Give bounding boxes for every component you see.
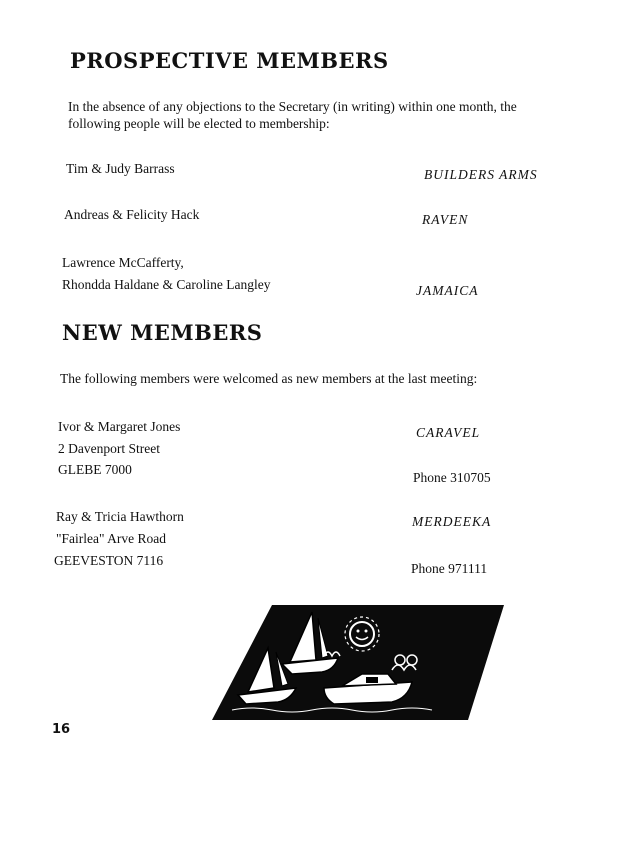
prospective-intro-line1: In the absence of any objections to the Secretary (in writing) within one month, the: [68, 99, 517, 114]
prospective-names: Tim & Judy Barrass: [66, 161, 175, 176]
member-name: Ray & Tricia Hawthorn: [56, 509, 184, 524]
boat-name: MERDEEKA: [412, 514, 492, 529]
boat-name: RAVEN: [422, 212, 469, 227]
boat-name: BUILDERS ARMS: [424, 167, 538, 182]
prospective-heading: PROSPECTIVE MEMBERS: [70, 48, 389, 73]
member-town: GEEVESTON 7116: [54, 553, 164, 568]
sailing-illustration: [212, 600, 522, 725]
prospective-intro-line2: following people will be elected to membership:: [68, 116, 330, 131]
member-phone: Phone 971111: [411, 561, 488, 576]
member-town: GLEBE 7000: [58, 462, 132, 477]
boat-name: CARAVEL: [416, 425, 481, 440]
new-members-heading: NEW MEMBERS: [62, 320, 263, 345]
member-name: Ivor & Margaret Jones: [58, 419, 181, 434]
boat-name: JAMAICA: [416, 283, 479, 298]
prospective-names: Andreas & Felicity Hack: [64, 207, 200, 222]
prospective-names: Lawrence McCafferty,: [62, 255, 184, 270]
member-address: 2 Davenport Street: [58, 441, 160, 456]
prospective-names: Rhondda Haldane & Caroline Langley: [62, 277, 271, 292]
member-phone: Phone 310705: [413, 470, 491, 485]
new-members-intro: The following members were welcomed as new members at the last meeting:: [60, 371, 478, 386]
member-address: "Fairlea" Arve Road: [56, 531, 166, 546]
page-number: 16: [52, 722, 71, 737]
